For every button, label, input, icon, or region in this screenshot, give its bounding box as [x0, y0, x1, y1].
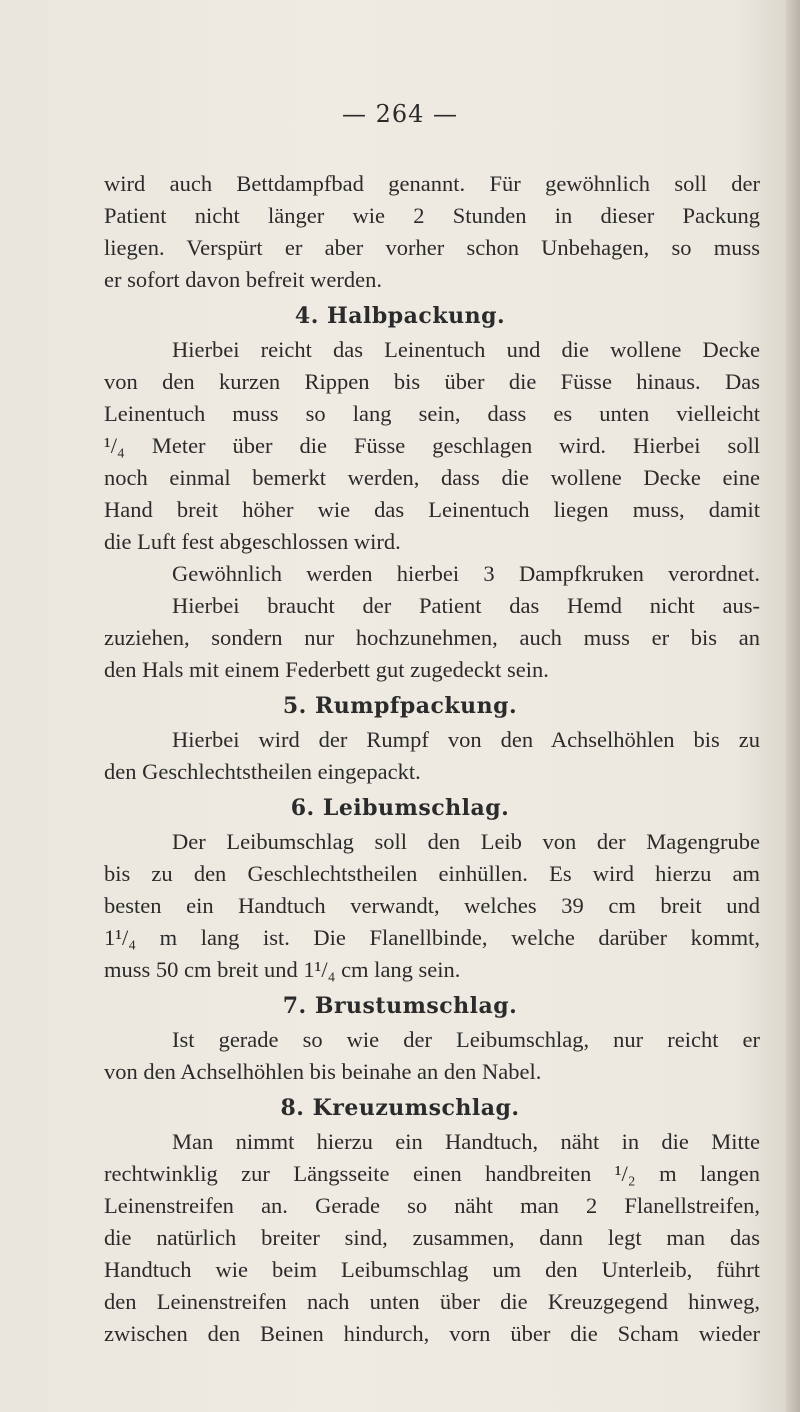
text-line: Der Leibumschlag soll den Leib von der Magengrube [172, 829, 760, 854]
text-line: zuziehen, sondern nur hochzunehmen, auch muss er bis an [104, 625, 760, 650]
text-line: Handtuch wie beim Leibumschlag um den Unterleib, führt [104, 1257, 760, 1282]
text-line: Man nimmt hierzu ein Handtuch, näht in die Mitte [172, 1129, 760, 1154]
text-line: Hierbei wird der Rumpf von den Achselhöhlen bis zu [172, 727, 760, 752]
text-line: rechtwinklig zur Längsseite einen handbreiten ¹/₂ m langen [104, 1161, 760, 1186]
section-heading: 4. Halbpackung. [294, 303, 506, 329]
text-line: wird auch Bettdampfbad genannt. Für gewöhnlich soll der [104, 171, 760, 196]
page-number: — 264 — [341, 100, 459, 128]
text-line: den Geschlechtstheilen eingepackt. [104, 759, 421, 784]
text-line: Hierbei braucht der Patient das Hemd nicht aus- [172, 593, 760, 618]
text-line: muss 50 cm breit und 1¹/₄ cm lang sein. [104, 957, 461, 982]
text-line: bis zu den Geschlechtstheilen einhüllen. Es wird hierzu am [104, 861, 760, 886]
text-line: zwischen den Beinen hindurch, vorn über die Scham wieder [104, 1321, 760, 1346]
text-line: Ist gerade so wie der Leibumschlag, nur reicht er [172, 1027, 760, 1052]
text-line: noch einmal bemerkt werden, dass die wollene Decke eine [104, 465, 760, 490]
text-line: die Luft fest abgeschlossen wird. [104, 529, 401, 554]
text-line: von den Achselhöhlen bis beinahe an den Nabel. [104, 1059, 542, 1084]
text-line: Leinentuch muss so lang sein, dass es unten vielleicht [104, 401, 760, 426]
text-line: ¹/₄ Meter über die Füsse geschlagen wird. Hierbei soll [104, 433, 760, 458]
text-line: die natürlich breiter sind, zusammen, dann legt man das [104, 1225, 760, 1250]
text-line: Leinenstreifen an. Gerade so näht man 2 Flanellstreifen, [104, 1193, 760, 1218]
text-line: den Hals mit einem Federbett gut zugedeckt sein. [104, 657, 549, 682]
text-line: Patient nicht länger wie 2 Stunden in dieser Packung [104, 203, 760, 228]
section-heading: 5. Rumpfpackung. [282, 693, 518, 719]
text-line: 1¹/₄ m lang ist. Die Flanellbinde, welche darüber kommt, [104, 925, 760, 950]
section-heading: 7. Brustumschlag. [282, 993, 518, 1019]
text-line: liegen. Verspürt er aber vorher schon Unbehagen, so muss [104, 235, 760, 260]
text-line: Gewöhnlich werden hierbei 3 Dampfkruken verordnet. [172, 561, 760, 586]
text-line: den Leinenstreifen nach unten über die Kreuzgegend hinweg, [104, 1289, 760, 1314]
text-line: von den kurzen Rippen bis über die Füsse hinaus. Das [104, 369, 760, 394]
section-heading: 8. Kreuzumschlag. [280, 1095, 520, 1121]
text-line: Hand breit höher wie das Leinentuch liegen muss, damit [104, 497, 760, 522]
text-line: er sofort davon befreit werden. [104, 267, 383, 292]
text-line: Hierbei reicht das Leinentuch und die wollene Decke [172, 337, 760, 362]
section-heading: 6. Leibumschlag. [290, 795, 510, 821]
text-line: besten ein Handtuch verwandt, welches 39 cm breit und [104, 893, 760, 918]
